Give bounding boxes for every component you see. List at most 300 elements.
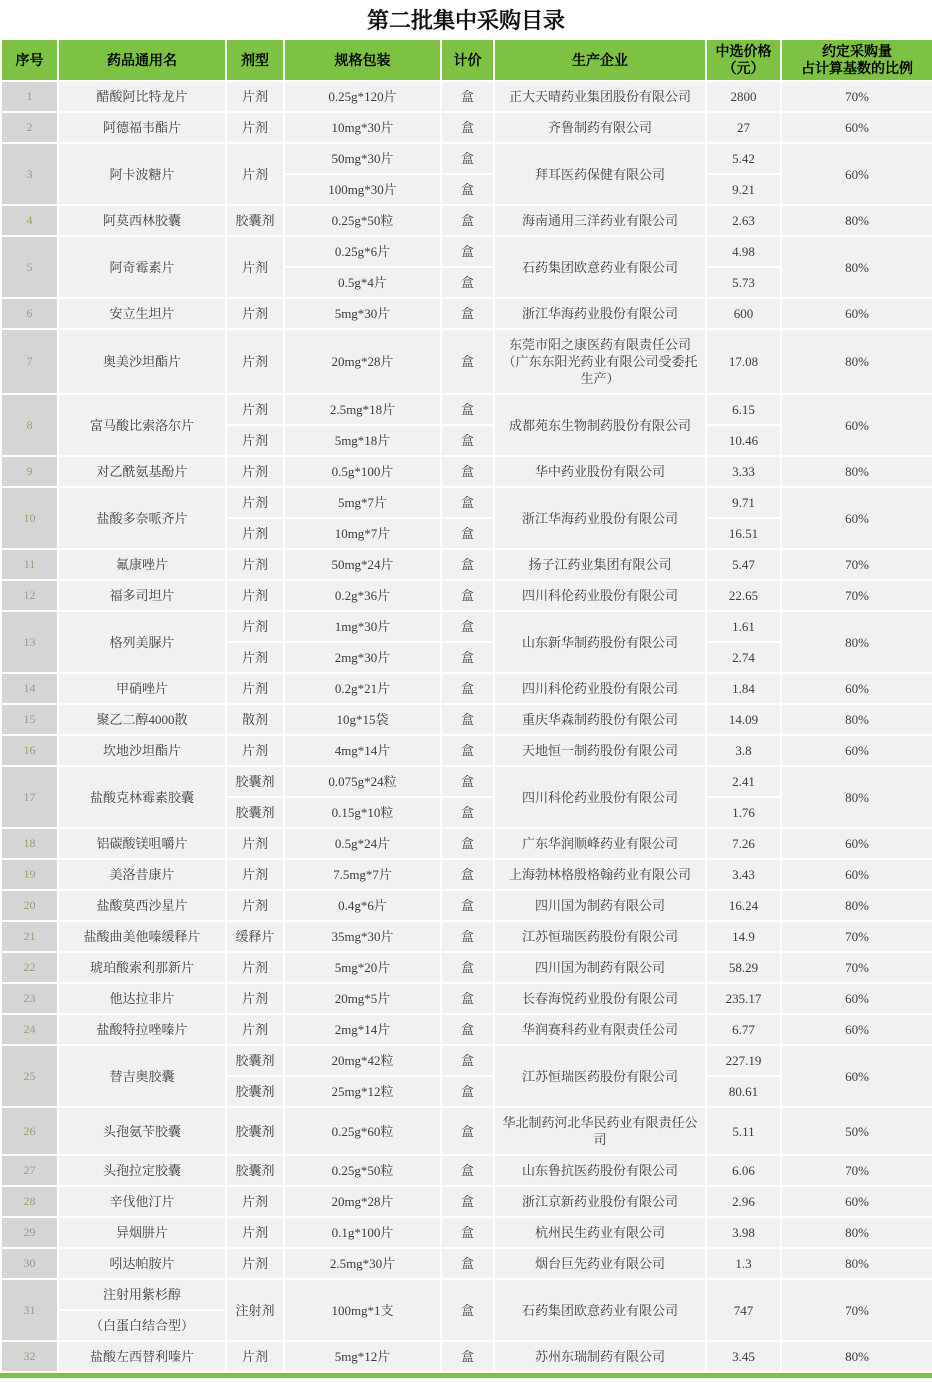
table-row [1,1014,932,1045]
spec-cell: 0.1g*100片 [284,1217,441,1248]
table-row [1,236,932,267]
dosage-form-cell: 片剂 [226,1014,284,1045]
dosage-form-cell: 片剂 [226,456,284,487]
header-price-line2: （元） [722,60,765,76]
unit-cell: 盒 [441,549,494,580]
spec-cell: 0.4g*6片 [284,890,441,921]
drug-name-cell: 异烟肼片 [58,1217,226,1248]
unit-cell: 盒 [441,704,494,735]
drug-name-cell: 头孢拉定胶囊 [58,1155,226,1186]
spec-cell: 0.5g*24片 [284,828,441,859]
row-number-cell: 10 [1,487,58,549]
spec-cell: 2.5mg*18片 [284,394,441,425]
dosage-form-cell: 片剂 [226,298,284,329]
table-row [1,205,932,236]
row-number-cell: 3 [1,143,58,205]
spec-cell: 4mg*14片 [284,735,441,766]
manufacturer-cell: 江苏恒瑞医药股份有限公司 [494,921,706,952]
ratio-cell: 60% [781,487,932,549]
ratio-cell: 60% [781,1186,932,1217]
table-header [1,39,932,81]
drug-name-cell: 盐酸曲美他嗪缓释片 [58,921,226,952]
manufacturer-cell: 拜耳医药保健有限公司 [494,143,706,205]
unit-cell: 盒 [441,112,494,143]
price-cell: 1.76 [706,797,781,828]
table-row [1,394,932,425]
price-cell: 3.33 [706,456,781,487]
price-cell: 2.63 [706,205,781,236]
price-cell: 1.84 [706,673,781,704]
spec-cell: 5mg*20片 [284,952,441,983]
ratio-cell: 80% [781,704,932,735]
manufacturer-cell: 广东华润顺峰药业有限公司 [494,828,706,859]
price-cell: 2.74 [706,642,781,673]
table-row [1,1155,932,1186]
row-number-cell: 4 [1,205,58,236]
row-number-cell: 8 [1,394,58,456]
price-cell: 4.98 [706,236,781,267]
row-number-cell: 23 [1,983,58,1014]
dosage-form-cell: 胶囊剂 [226,797,284,828]
table-row [1,983,932,1014]
ratio-cell: 80% [781,890,932,921]
price-cell: 27 [706,112,781,143]
price-cell: 7.26 [706,828,781,859]
spec-cell: 5mg*30片 [284,298,441,329]
unit-cell: 盒 [441,1248,494,1279]
table-row [1,298,932,329]
page-title: 第二批集中采购目录 [366,8,565,33]
drug-name-cell: 盐酸左西替利嗪片 [58,1341,226,1372]
row-number-cell: 9 [1,456,58,487]
catalog-table-body [1,81,932,1372]
spec-cell: 0.2g*36片 [284,580,441,611]
header-price-line1: 中选价格 [715,43,772,59]
table-row [1,1217,932,1248]
ratio-cell: 80% [781,329,932,394]
price-cell: 14.09 [706,704,781,735]
procurement-table [0,38,932,1373]
header-ratio [781,39,932,81]
dosage-form-cell: 胶囊剂 [226,1076,284,1107]
ratio-cell: 70% [781,549,932,580]
spec-cell: 10g*15袋 [284,704,441,735]
manufacturer-cell: 上海勃林格殷格翰药业有限公司 [494,859,706,890]
table-row [1,1107,932,1155]
spec-cell: 5mg*12片 [284,1341,441,1372]
dosage-form-cell: 缓释片 [226,921,284,952]
dosage-form-cell: 胶囊剂 [226,1045,284,1076]
unit-cell: 盒 [441,890,494,921]
price-cell: 9.71 [706,487,781,518]
row-number-cell: 18 [1,828,58,859]
manufacturer-cell: 烟台巨先药业有限公司 [494,1248,706,1279]
spec-cell: 0.5g*100片 [284,456,441,487]
row-number-cell: 2 [1,112,58,143]
dosage-form-cell: 片剂 [226,518,284,549]
unit-cell: 盒 [441,1279,494,1341]
unit-cell: 盒 [441,487,494,518]
header-unit: 计价 [441,39,494,81]
unit-cell: 盒 [441,456,494,487]
table-row [1,456,932,487]
price-cell: 22.65 [706,580,781,611]
row-number-cell: 19 [1,859,58,890]
dosage-form-cell: 片剂 [226,859,284,890]
ratio-cell: 70% [781,952,932,983]
dosage-form-cell: 片剂 [226,112,284,143]
price-cell: 6.77 [706,1014,781,1045]
unit-cell: 盒 [441,1107,494,1155]
ratio-cell: 60% [781,859,932,890]
price-cell: 235.17 [706,983,781,1014]
unit-cell: 盒 [441,1217,494,1248]
spec-cell: 20mg*5片 [284,983,441,1014]
row-number-cell: 14 [1,673,58,704]
ratio-cell: 60% [781,298,932,329]
price-cell: 1.61 [706,611,781,642]
price-cell: 600 [706,298,781,329]
spec-cell: 0.25g*50粒 [284,205,441,236]
ratio-cell: 60% [781,1045,932,1107]
spec-cell: 100mg*30片 [284,174,441,205]
spec-cell: 5mg*18片 [284,425,441,456]
dosage-form-cell: 胶囊剂 [226,1155,284,1186]
spec-cell: 0.25g*120片 [284,81,441,112]
price-cell: 9.21 [706,174,781,205]
drug-name-cell: 阿卡波糖片 [58,143,226,205]
drug-name-cell: 富马酸比索洛尔片 [58,394,226,456]
dosage-form-cell: 片剂 [226,673,284,704]
dosage-form-cell: 片剂 [226,329,284,394]
ratio-cell: 80% [781,1217,932,1248]
table-row [1,1248,932,1279]
unit-cell: 盒 [441,983,494,1014]
manufacturer-cell: 山东新华制药股份有限公司 [494,611,706,673]
row-number-cell: 1 [1,81,58,112]
spec-cell: 20mg*42粒 [284,1045,441,1076]
dosage-form-cell: 片剂 [226,611,284,642]
row-number-cell: 31 [1,1279,58,1341]
row-number-cell: 5 [1,236,58,298]
ratio-cell: 60% [781,1014,932,1045]
drug-name-cell: 头孢氨苄胶囊 [58,1107,226,1155]
table-row [1,580,932,611]
drug-name-cell: 美洛昔康片 [58,859,226,890]
unit-cell: 盒 [441,1076,494,1107]
unit-cell: 盒 [441,1014,494,1045]
unit-cell: 盒 [441,1186,494,1217]
price-cell: 16.24 [706,890,781,921]
dosage-form-cell: 片剂 [226,890,284,921]
ratio-cell: 80% [781,611,932,673]
drug-name-cell: 盐酸克林霉素胶囊 [58,766,226,828]
spec-cell: 35mg*30片 [284,921,441,952]
unit-cell: 盒 [441,518,494,549]
row-number-cell: 16 [1,735,58,766]
spec-cell: 2mg*14片 [284,1014,441,1045]
header-ratio-line1: 约定采购量 [822,43,892,59]
unit-cell: 盒 [441,174,494,205]
price-cell: 3.8 [706,735,781,766]
drug-name-cell: 对乙酰氨基酚片 [58,456,226,487]
unit-cell: 盒 [441,1045,494,1076]
spec-cell: 0.15g*10粒 [284,797,441,828]
table-row [1,143,932,174]
row-number-cell: 17 [1,766,58,828]
table-row [1,673,932,704]
drug-name-cell: 格列美脲片 [58,611,226,673]
ratio-cell: 70% [781,81,932,112]
unit-cell: 盒 [441,205,494,236]
row-number-cell: 13 [1,611,58,673]
unit-cell: 盒 [441,580,494,611]
unit-cell: 盒 [441,394,494,425]
dosage-form-cell: 片剂 [226,1217,284,1248]
ratio-cell: 60% [781,673,932,704]
spec-cell: 100mg*1支 [284,1279,441,1341]
manufacturer-cell: 苏州东瑞制药有限公司 [494,1341,706,1372]
ratio-cell: 70% [781,1279,932,1341]
price-cell: 16.51 [706,518,781,549]
manufacturer-cell: 浙江华海药业股份有限公司 [494,487,706,549]
manufacturer-cell: 江苏恒瑞医药股份有限公司 [494,1045,706,1107]
unit-cell: 盒 [441,952,494,983]
row-number-cell: 15 [1,704,58,735]
unit-cell: 盒 [441,642,494,673]
price-cell: 1.3 [706,1248,781,1279]
spec-cell: 0.5g*4片 [284,267,441,298]
table-row [1,890,932,921]
table-row [1,1341,932,1372]
table-row [1,704,932,735]
drug-name-cell: 阿奇霉素片 [58,236,226,298]
price-cell: 17.08 [706,329,781,394]
price-cell: 2.41 [706,766,781,797]
row-number-cell: 26 [1,1107,58,1155]
spec-cell: 0.25g*6片 [284,236,441,267]
row-number-cell: 29 [1,1217,58,1248]
dosage-form-cell: 胶囊剂 [226,205,284,236]
unit-cell: 盒 [441,267,494,298]
drug-name-cell: 醋酸阿比特龙片 [58,81,226,112]
spec-cell: 20mg*28片 [284,1186,441,1217]
manufacturer-cell: 东莞市阳之康医药有限责任公司（广东东阳光药业有限公司受委托生产） [494,329,706,394]
spec-cell: 0.2g*21片 [284,673,441,704]
header-row [1,39,932,81]
drug-name-cell: 氟康唑片 [58,549,226,580]
dosage-form-cell: 胶囊剂 [226,1107,284,1155]
table-row [1,1186,932,1217]
dosage-form-cell: 片剂 [226,394,284,425]
header-drug-name: 药品通用名 [58,39,226,81]
row-number-cell: 20 [1,890,58,921]
table-row [1,828,932,859]
dosage-form-cell: 注射剂 [226,1279,284,1341]
drug-name-cell: 甲硝唑片 [58,673,226,704]
unit-cell: 盒 [441,766,494,797]
unit-cell: 盒 [441,735,494,766]
ratio-cell: 80% [781,456,932,487]
table-row [1,952,932,983]
unit-cell: 盒 [441,1155,494,1186]
manufacturer-cell: 山东鲁抗医药股份有限公司 [494,1155,706,1186]
spec-cell: 10mg*30片 [284,112,441,143]
dosage-form-cell: 片剂 [226,983,284,1014]
ratio-cell: 70% [781,921,932,952]
spec-cell: 0.25g*60粒 [284,1107,441,1155]
price-cell: 2800 [706,81,781,112]
drug-name-cell: 吲达帕胺片 [58,1248,226,1279]
spec-cell: 5mg*7片 [284,487,441,518]
unit-cell: 盒 [441,797,494,828]
manufacturer-cell: 四川国为制药有限公司 [494,890,706,921]
row-number-cell: 21 [1,921,58,952]
header-dosage-form: 剂型 [226,39,284,81]
unit-cell: 盒 [441,921,494,952]
table-row [1,1279,932,1310]
manufacturer-cell: 扬子江药业集团有限公司 [494,549,706,580]
ratio-cell: 60% [781,828,932,859]
drug-name-cell: 琥珀酸索利那新片 [58,952,226,983]
row-number-cell: 25 [1,1045,58,1107]
ratio-cell: 60% [781,112,932,143]
price-cell: 6.15 [706,394,781,425]
dosage-form-cell: 胶囊剂 [226,766,284,797]
spec-cell: 25mg*12粒 [284,1076,441,1107]
header-ratio-line2: 占计算基数的比例 [801,60,913,76]
manufacturer-cell: 华润赛科药业有限责任公司 [494,1014,706,1045]
drug-name-cell: 他达拉非片 [58,983,226,1014]
header-no: 序号 [1,39,58,81]
manufacturer-cell: 杭州民生药业有限公司 [494,1217,706,1248]
table-row [1,766,932,797]
table-row [1,1045,932,1076]
unit-cell: 盒 [441,611,494,642]
manufacturer-cell: 海南通用三洋药业有限公司 [494,205,706,236]
drug-name-cell: 奥美沙坦酯片 [58,329,226,394]
manufacturer-cell: 浙江京新药业股份有限公司 [494,1186,706,1217]
row-number-cell: 6 [1,298,58,329]
table-row [1,81,932,112]
drug-name-cell: 替吉奥胶囊 [58,1045,226,1107]
dosage-form-cell: 片剂 [226,1186,284,1217]
table-row [1,329,932,394]
price-cell: 6.06 [706,1155,781,1186]
row-number-cell: 12 [1,580,58,611]
unit-cell: 盒 [441,143,494,174]
price-cell: 10.46 [706,425,781,456]
dosage-form-cell: 片剂 [226,236,284,298]
dosage-form-cell: 片剂 [226,580,284,611]
table-row [1,859,932,890]
row-number-cell: 30 [1,1248,58,1279]
dosage-form-cell: 片剂 [226,81,284,112]
manufacturer-cell: 浙江华海药业股份有限公司 [494,298,706,329]
dosage-form-cell: 片剂 [226,735,284,766]
price-cell: 5.42 [706,143,781,174]
table-row [1,611,932,642]
drug-name-cell: 盐酸特拉唑嗪片 [58,1014,226,1045]
price-cell: 2.96 [706,1186,781,1217]
ratio-cell: 50% [781,1107,932,1155]
drug-name-cell: 注射用紫杉醇 [58,1279,226,1310]
ratio-cell: 70% [781,1155,932,1186]
dosage-form-cell: 片剂 [226,828,284,859]
price-cell: 14.9 [706,921,781,952]
spec-cell: 2.5mg*30片 [284,1248,441,1279]
header-manufacturer: 生产企业 [494,39,706,81]
price-cell: 80.61 [706,1076,781,1107]
manufacturer-cell: 石药集团欧意药业有限公司 [494,236,706,298]
drug-name-cell: 盐酸莫西沙星片 [58,890,226,921]
dosage-form-cell: 片剂 [226,1341,284,1372]
header-price [706,39,781,81]
unit-cell: 盒 [441,828,494,859]
drug-name-cell: 福多司坦片 [58,580,226,611]
manufacturer-cell: 四川科伦药业股份有限公司 [494,673,706,704]
unit-cell: 盒 [441,859,494,890]
unit-cell: 盒 [441,329,494,394]
table-row [1,549,932,580]
manufacturer-cell: 齐鲁制药有限公司 [494,112,706,143]
price-cell: 227.19 [706,1045,781,1076]
price-cell: 3.43 [706,859,781,890]
row-number-cell: 24 [1,1014,58,1045]
unit-cell: 盒 [441,236,494,267]
unit-cell: 盒 [441,81,494,112]
spec-cell: 50mg*30片 [284,143,441,174]
spec-cell: 50mg*24片 [284,549,441,580]
ratio-cell: 60% [781,735,932,766]
price-cell: 747 [706,1279,781,1341]
dosage-form-cell: 片剂 [226,549,284,580]
dosage-form-cell: 片剂 [226,425,284,456]
spec-cell: 0.075g*24粒 [284,766,441,797]
table-row [1,487,932,518]
table-row [1,112,932,143]
price-cell: 3.45 [706,1341,781,1372]
manufacturer-cell: 华中药业股份有限公司 [494,456,706,487]
drug-name-cell: 阿莫西林胶囊 [58,205,226,236]
drug-name-cell: 坎地沙坦酯片 [58,735,226,766]
dosage-form-cell: 片剂 [226,1248,284,1279]
manufacturer-cell: 长春海悦药业股份有限公司 [494,983,706,1014]
dosage-form-cell: 片剂 [226,487,284,518]
unit-cell: 盒 [441,673,494,704]
price-cell: 5.73 [706,267,781,298]
drug-name-cell: 铝碳酸镁咀嚼片 [58,828,226,859]
row-number-cell: 22 [1,952,58,983]
ratio-cell: 60% [781,143,932,205]
manufacturer-cell: 石药集团欧意药业有限公司 [494,1279,706,1341]
ratio-cell: 80% [781,205,932,236]
table-bottom-border [0,1373,932,1378]
spec-cell: 7.5mg*7片 [284,859,441,890]
ratio-cell: 80% [781,236,932,298]
manufacturer-cell: 四川国为制药有限公司 [494,952,706,983]
drug-name-cell: 安立生坦片 [58,298,226,329]
spec-cell: 0.25g*50粒 [284,1155,441,1186]
spec-cell: 2mg*30片 [284,642,441,673]
header-spec: 规格包装 [284,39,441,81]
drug-name-cell: 盐酸多奈哌齐片 [58,487,226,549]
ratio-cell: 60% [781,983,932,1014]
table-row [1,735,932,766]
price-cell: 5.11 [706,1107,781,1155]
spec-cell: 1mg*30片 [284,611,441,642]
manufacturer-cell: 正大天晴药业集团股份有限公司 [494,81,706,112]
